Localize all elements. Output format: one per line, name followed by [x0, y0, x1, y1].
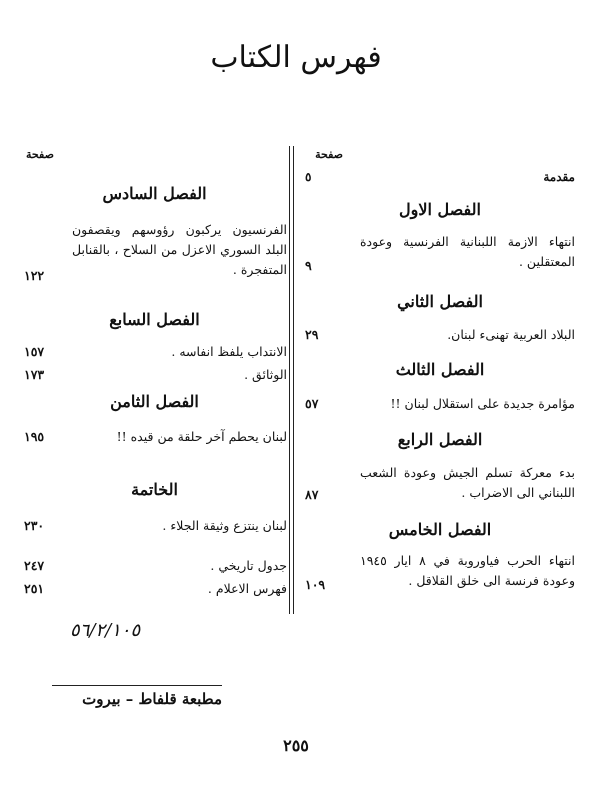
entry-page: ٢٣٠ [24, 518, 45, 533]
chapter-heading: الفصل الثامن [110, 392, 199, 411]
footer-rule [52, 685, 222, 686]
entry-text: انتهاء الازمة اللبنانية الفرنسية وعودة المعتقلين . [360, 234, 575, 269]
entry-page: ١٧٣ [24, 367, 45, 382]
entry-text: الوثائق . [244, 367, 287, 382]
page-title: فهرس الكتاب [210, 40, 382, 75]
entry-text: فهرس الاعلام . [207, 581, 287, 596]
entry-text: لبنان ينتزع وثيقة الجلاء . [162, 518, 287, 533]
entry-text: الفرنسيون يركبون رؤوسهم ويقصفون البلد السوري الاعزل من السلاح ، بالقنابل المتفجرة . [72, 222, 287, 277]
entry-text: جدول تاريخي . [210, 558, 287, 573]
entry-page: ١٩٥ [24, 429, 45, 444]
entry-page: ٢٩ [305, 327, 319, 342]
entry-text: لبنان يحطم آخر حلقة من قيده !! [116, 429, 287, 444]
column-divider [293, 146, 294, 614]
entry-page: ١٢٢ [24, 268, 45, 283]
handwritten-note: ٥٦/٢/١٠٥ [70, 620, 141, 641]
column-divider [289, 146, 290, 614]
entry-text: انتهاء الحرب فياوروبة في ٨ ايار ١٩٤٥ وعودة فرنسة الى خلق القلاقل . [360, 553, 575, 588]
chapter-heading: الفصل الثاني [397, 292, 483, 311]
entry-text: مؤامرة جديدة على استقلال لبنان !! [390, 396, 575, 411]
entry-page: ١٠٩ [305, 577, 326, 592]
chapter-heading: الفصل الاول [399, 200, 481, 219]
chapter-heading: الفصل الرابع [397, 430, 483, 449]
chapter-heading: الفصل الثالث [395, 360, 485, 379]
entry-text: البلاد العربية تهنىء لبنان. [447, 327, 575, 342]
intro-page: ٥ [305, 170, 312, 184]
chapter-heading: الخاتمة [131, 480, 178, 499]
entry-page: ٢٥١ [24, 581, 45, 596]
entry-page: ١٥٧ [24, 344, 45, 359]
entry-text: الانتداب يلفظ انفاسه . [171, 344, 287, 359]
left-column [22, 0, 287, 789]
page-column-heading: صفحة [315, 148, 343, 161]
entry-page: ٢٤٧ [24, 558, 45, 573]
page-column-heading: صفحة [26, 148, 54, 161]
entry-page: ٨٧ [305, 487, 319, 502]
chapter-heading: الفصل السابع [109, 310, 200, 329]
entry-text: بدء معركة تسلم الجيش وعودة الشعب اللبناني الى الاضراب . [360, 465, 575, 500]
intro-label: مقدمة [543, 170, 575, 184]
right-column [305, 0, 575, 789]
printer-imprint: مطبعة قلفاط – بيروت [82, 690, 222, 708]
page-number: ٢٥٥ [283, 736, 309, 755]
entry-page: ٩ [305, 258, 312, 273]
chapter-heading: الفصل السادس [102, 184, 207, 203]
chapter-heading: الفصل الخامس [388, 520, 492, 539]
entry-page: ٥٧ [305, 396, 319, 411]
